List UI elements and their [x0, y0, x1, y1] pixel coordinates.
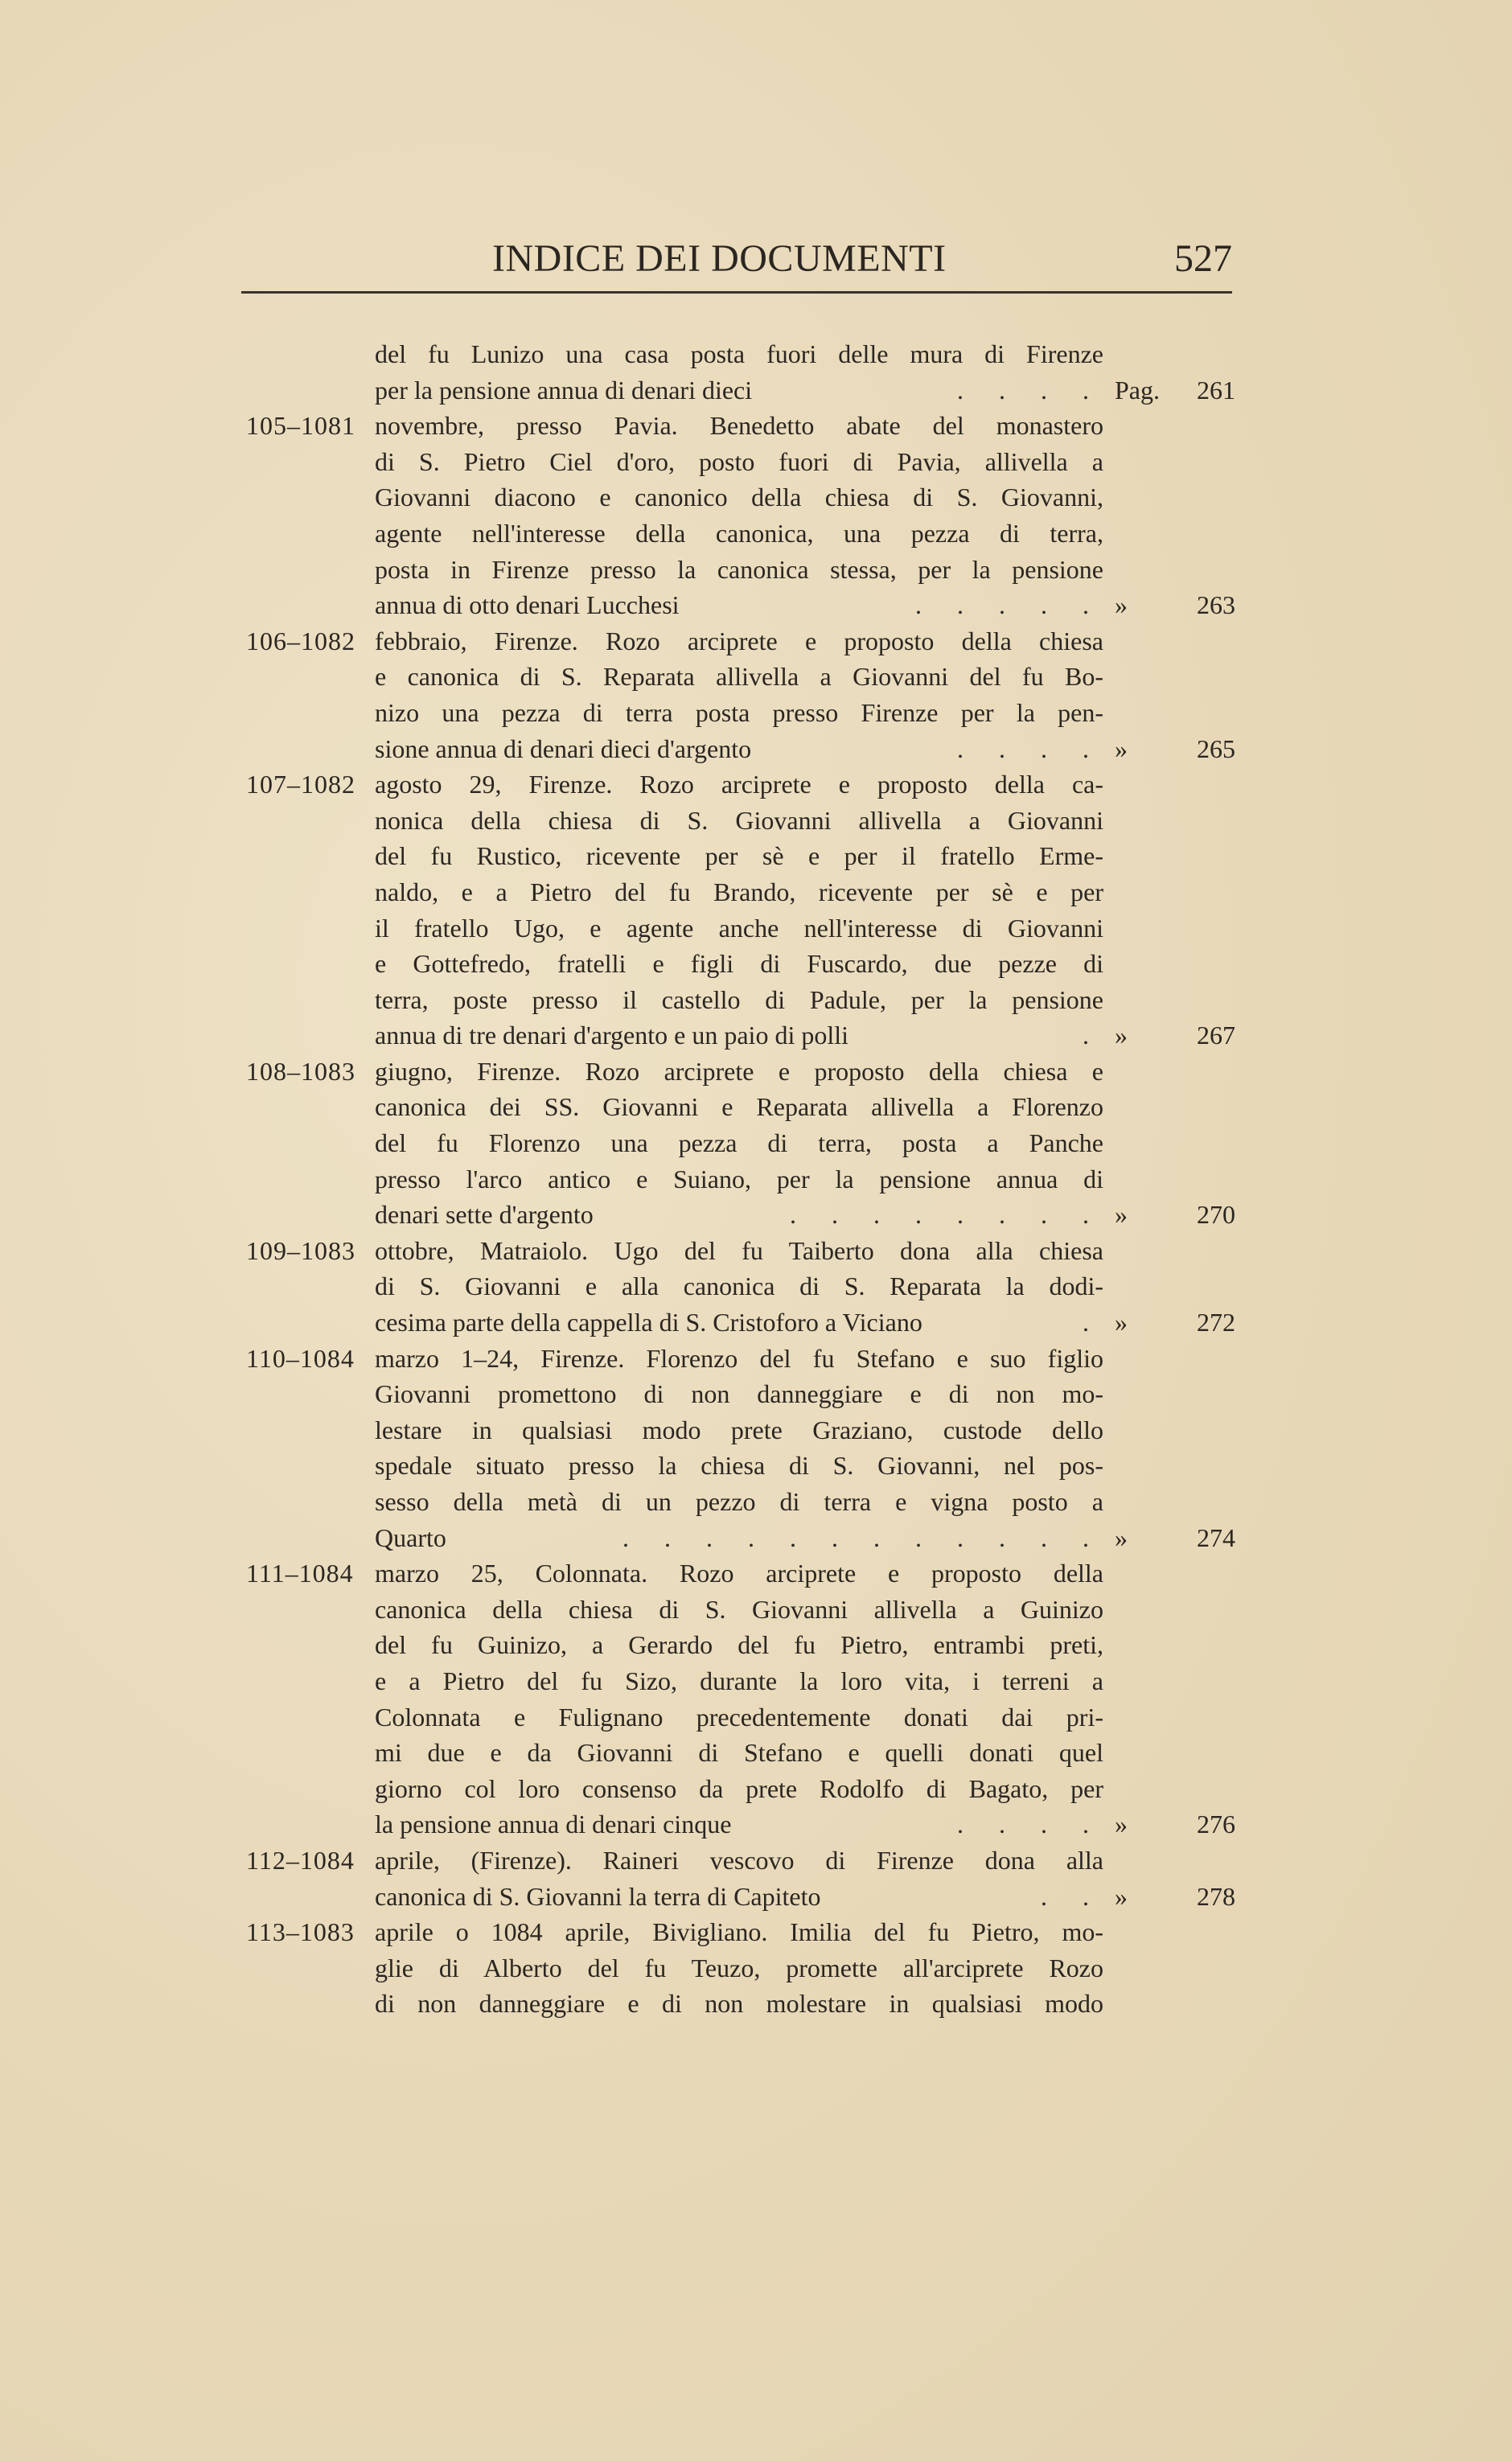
entry-text: marzo 1–24, Firenze. Florenzo del fu Stefano e suo figlio: [375, 1343, 1103, 1373]
index-line: [241, 1950, 1239, 1986]
page-ref-number: 274: [1197, 1522, 1235, 1552]
index-line: [241, 408, 1239, 444]
page-ref-marker: »: [1115, 1810, 1128, 1839]
entry-text: annua di otto denari Lucchesi: [375, 590, 680, 620]
entry-text: Giovanni promettono di non danneggiare e di non mo-: [375, 1379, 1103, 1409]
entry-text: la pensione annua di denari cinque: [375, 1810, 732, 1839]
document-number: 106–1082: [246, 626, 355, 655]
index-line: [241, 1663, 1239, 1699]
dot-leader: . . . . . . . . . . . .: [622, 1522, 1103, 1552]
index-line: [241, 1304, 1239, 1341]
entry-text: novembre, presso Pavia. Benedetto abate del monastero: [375, 411, 1103, 441]
document-index-list: [241, 336, 1239, 2022]
index-line: [241, 1376, 1239, 1412]
document-number: 108–1083: [246, 1056, 355, 1086]
dot-leader: . . . . . . . .: [790, 1200, 1103, 1230]
index-line: [241, 1125, 1239, 1161]
index-line: [241, 516, 1239, 552]
entry-text: Quarto: [375, 1522, 446, 1552]
index-line: [241, 1054, 1239, 1090]
index-line: [241, 1161, 1239, 1198]
page-ref-marker: »: [1115, 1021, 1128, 1050]
entry-text: Giovanni diacono e canonico della chiesa di S. Giovanni,: [375, 483, 1103, 512]
dot-leader: . . . . .: [915, 590, 1103, 620]
index-line: [241, 1341, 1239, 1377]
entry-text: sesso della metà di un pezzo di terra e vigna posto a: [375, 1487, 1103, 1516]
entry-text: canonica di S. Giovanni la terra di Capiteto: [375, 1881, 821, 1911]
entry-text: terra, poste presso il castello di Padule, per la pensione: [375, 984, 1103, 1014]
page-ref-number: 272: [1197, 1308, 1235, 1337]
entry-text: Colonnata e Fulignano precedentemente donati dai pri-: [375, 1702, 1103, 1732]
entry-text: agente nell'interesse della canonica, una pezza di terra,: [375, 518, 1103, 548]
document-number: 110–1084: [246, 1343, 355, 1373]
page-ref-marker: »: [1115, 1308, 1128, 1337]
index-line: [241, 946, 1239, 982]
entry-text: aprile, (Firenze). Raineri vescovo di Firenze dona alla: [375, 1845, 1103, 1875]
index-line: [241, 803, 1239, 839]
index-line: [241, 1268, 1239, 1304]
document-number: 105–1081: [246, 411, 355, 441]
entry-text: del fu Lunizo una casa posta fuori delle mura di Firenze: [375, 339, 1103, 368]
entry-text: mi due e da Giovanni di Stefano e quelli donati quel: [375, 1738, 1103, 1768]
page-ref-marker: »: [1115, 590, 1128, 620]
index-line: [241, 587, 1239, 623]
entry-text: naldo, e a Pietro del fu Brando, ricevente per sè e per: [375, 877, 1103, 906]
entry-text: e canonica di S. Reparata allivella a Giovanni del fu Bo-: [375, 662, 1103, 692]
dot-leader: . . . .: [957, 733, 1103, 763]
page-ref-number: 263: [1197, 590, 1235, 620]
index-line: [241, 372, 1239, 409]
document-number: 113–1083: [246, 1917, 355, 1947]
entry-text: denari sette d'argento: [375, 1200, 594, 1230]
page-ref-marker: »: [1115, 1522, 1128, 1552]
running-header: [241, 235, 1232, 283]
entry-text: di S. Pietro Ciel d'oro, posto fuori di Pavia, allivella a: [375, 446, 1103, 476]
index-line: [241, 479, 1239, 516]
index-line: [241, 1699, 1239, 1736]
entry-text: cesima parte della cappella di S. Cristoforo a Viciano: [375, 1308, 922, 1337]
index-line: [241, 1879, 1239, 1915]
index-line: [241, 1771, 1239, 1807]
entry-text: annua di tre denari d'argento e un paio di polli: [375, 1021, 848, 1050]
index-line: [241, 1627, 1239, 1663]
page-ref-number: 261: [1197, 375, 1235, 405]
index-line: [241, 1986, 1239, 2022]
dot-leader: .: [1083, 1308, 1103, 1337]
page-ref-number: 278: [1197, 1881, 1235, 1911]
index-line: [241, 1412, 1239, 1448]
page-ref-marker: »: [1115, 733, 1128, 763]
index-line: [241, 1233, 1239, 1269]
entry-text: e a Pietro del fu Sizo, durante la loro vita, i terreni a: [375, 1666, 1103, 1695]
index-line: [241, 623, 1239, 659]
entry-text: ottobre, Matraiolo. Ugo del fu Taiberto dona alla chiesa: [375, 1235, 1103, 1265]
index-line: [241, 766, 1239, 803]
entry-text: presso l'arco antico e Suiano, per la pensione annua di: [375, 1164, 1103, 1194]
entry-text: del fu Guinizo, a Gerardo del fu Pietro, entrambi preti,: [375, 1630, 1103, 1660]
page-ref-number: 276: [1197, 1810, 1235, 1839]
entry-text: il fratello Ugo, e agente anche nell'interesse di Giovanni: [375, 913, 1103, 943]
index-line: [241, 336, 1239, 372]
index-line: [241, 659, 1239, 695]
index-line: [241, 1914, 1239, 1950]
entry-text: canonica dei SS. Giovanni e Reparata allivella a Florenzo: [375, 1092, 1103, 1122]
entry-text: agosto 29, Firenze. Rozo arciprete e proposto della ca-: [375, 770, 1103, 799]
page-ref-marker: Pag.: [1115, 375, 1160, 405]
page-ref-marker: »: [1115, 1200, 1128, 1230]
entry-text: glie di Alberto del fu Teuzo, promette all'arciprete Rozo: [375, 1953, 1103, 1982]
entry-text: giugno, Firenze. Rozo arciprete e proposto della chiesa e: [375, 1056, 1103, 1086]
entry-text: di S. Giovanni e alla canonica di S. Reparata la dodi-: [375, 1272, 1103, 1301]
entry-text: sione annua di denari dieci d'argento: [375, 733, 752, 763]
index-line: [241, 1197, 1239, 1233]
page-ref-number: 270: [1197, 1200, 1235, 1230]
header-rule: [241, 291, 1232, 294]
dot-leader: .: [1083, 1021, 1103, 1050]
index-line: [241, 1448, 1239, 1484]
document-number: 112–1084: [246, 1845, 355, 1875]
entry-text: nonica della chiesa di S. Giovanni allivella a Giovanni: [375, 805, 1103, 835]
index-line: [241, 731, 1239, 767]
entry-text: posta in Firenze presso la canonica stessa, per la pensione: [375, 554, 1103, 584]
entry-text: spedale situato presso la chiesa di S. Giovanni, nel pos-: [375, 1451, 1103, 1481]
dot-leader: . . . .: [957, 1810, 1103, 1839]
index-line: [241, 910, 1239, 947]
entry-text: giorno col loro consenso da prete Rodolfo di Bagato, per: [375, 1773, 1103, 1803]
index-line: [241, 1806, 1239, 1843]
document-number: 111–1084: [246, 1559, 354, 1588]
index-line: [241, 982, 1239, 1018]
entry-text: lestare in qualsiasi modo prete Graziano, custode dello: [375, 1415, 1103, 1444]
entry-text: aprile o 1084 aprile, Bivigliano. Imilia del fu Pietro, mo-: [375, 1917, 1103, 1947]
dot-leader: . . . .: [957, 375, 1103, 405]
entry-text: e Gottefredo, fratelli e figli di Fuscardo, due pezze di: [375, 949, 1103, 979]
page-ref-number: 267: [1197, 1021, 1235, 1050]
entry-text: di non danneggiare e di non molestare in qualsiasi modo: [375, 1989, 1103, 2019]
dot-leader: . .: [1041, 1881, 1103, 1911]
index-line: [241, 838, 1239, 874]
page-title: INDICE DEI DOCUMENTI: [492, 237, 947, 280]
page-number: 527: [1174, 237, 1232, 280]
entry-text: nizo una pezza di terra posta presso Firenze per la pen-: [375, 697, 1103, 727]
index-line: [241, 1555, 1239, 1592]
entry-text: canonica della chiesa di S. Giovanni allivella a Guinizo: [375, 1594, 1103, 1624]
index-line: [241, 552, 1239, 588]
document-number: 109–1083: [246, 1235, 355, 1265]
index-line: [241, 1520, 1239, 1556]
index-line: [241, 1484, 1239, 1520]
index-line: [241, 444, 1239, 480]
index-line: [241, 1592, 1239, 1628]
index-line: [241, 1089, 1239, 1125]
entry-text: marzo 25, Colonnata. Rozo arciprete e proposto della: [375, 1559, 1103, 1588]
page-ref-marker: »: [1115, 1881, 1128, 1911]
index-line: [241, 874, 1239, 910]
index-line: [241, 1735, 1239, 1771]
index-line: [241, 1843, 1239, 1879]
index-line: [241, 1017, 1239, 1054]
page-ref-number: 265: [1197, 733, 1235, 763]
document-number: 107–1082: [246, 770, 355, 799]
entry-text: del fu Florenzo una pezza di terra, posta a Panche: [375, 1128, 1103, 1158]
entry-text: per la pensione annua di denari dieci: [375, 375, 753, 405]
entry-text: del fu Rustico, ricevente per sè e per il fratello Erme-: [375, 841, 1103, 871]
entry-text: febbraio, Firenze. Rozo arciprete e proposto della chiesa: [375, 626, 1103, 655]
index-line: [241, 695, 1239, 731]
